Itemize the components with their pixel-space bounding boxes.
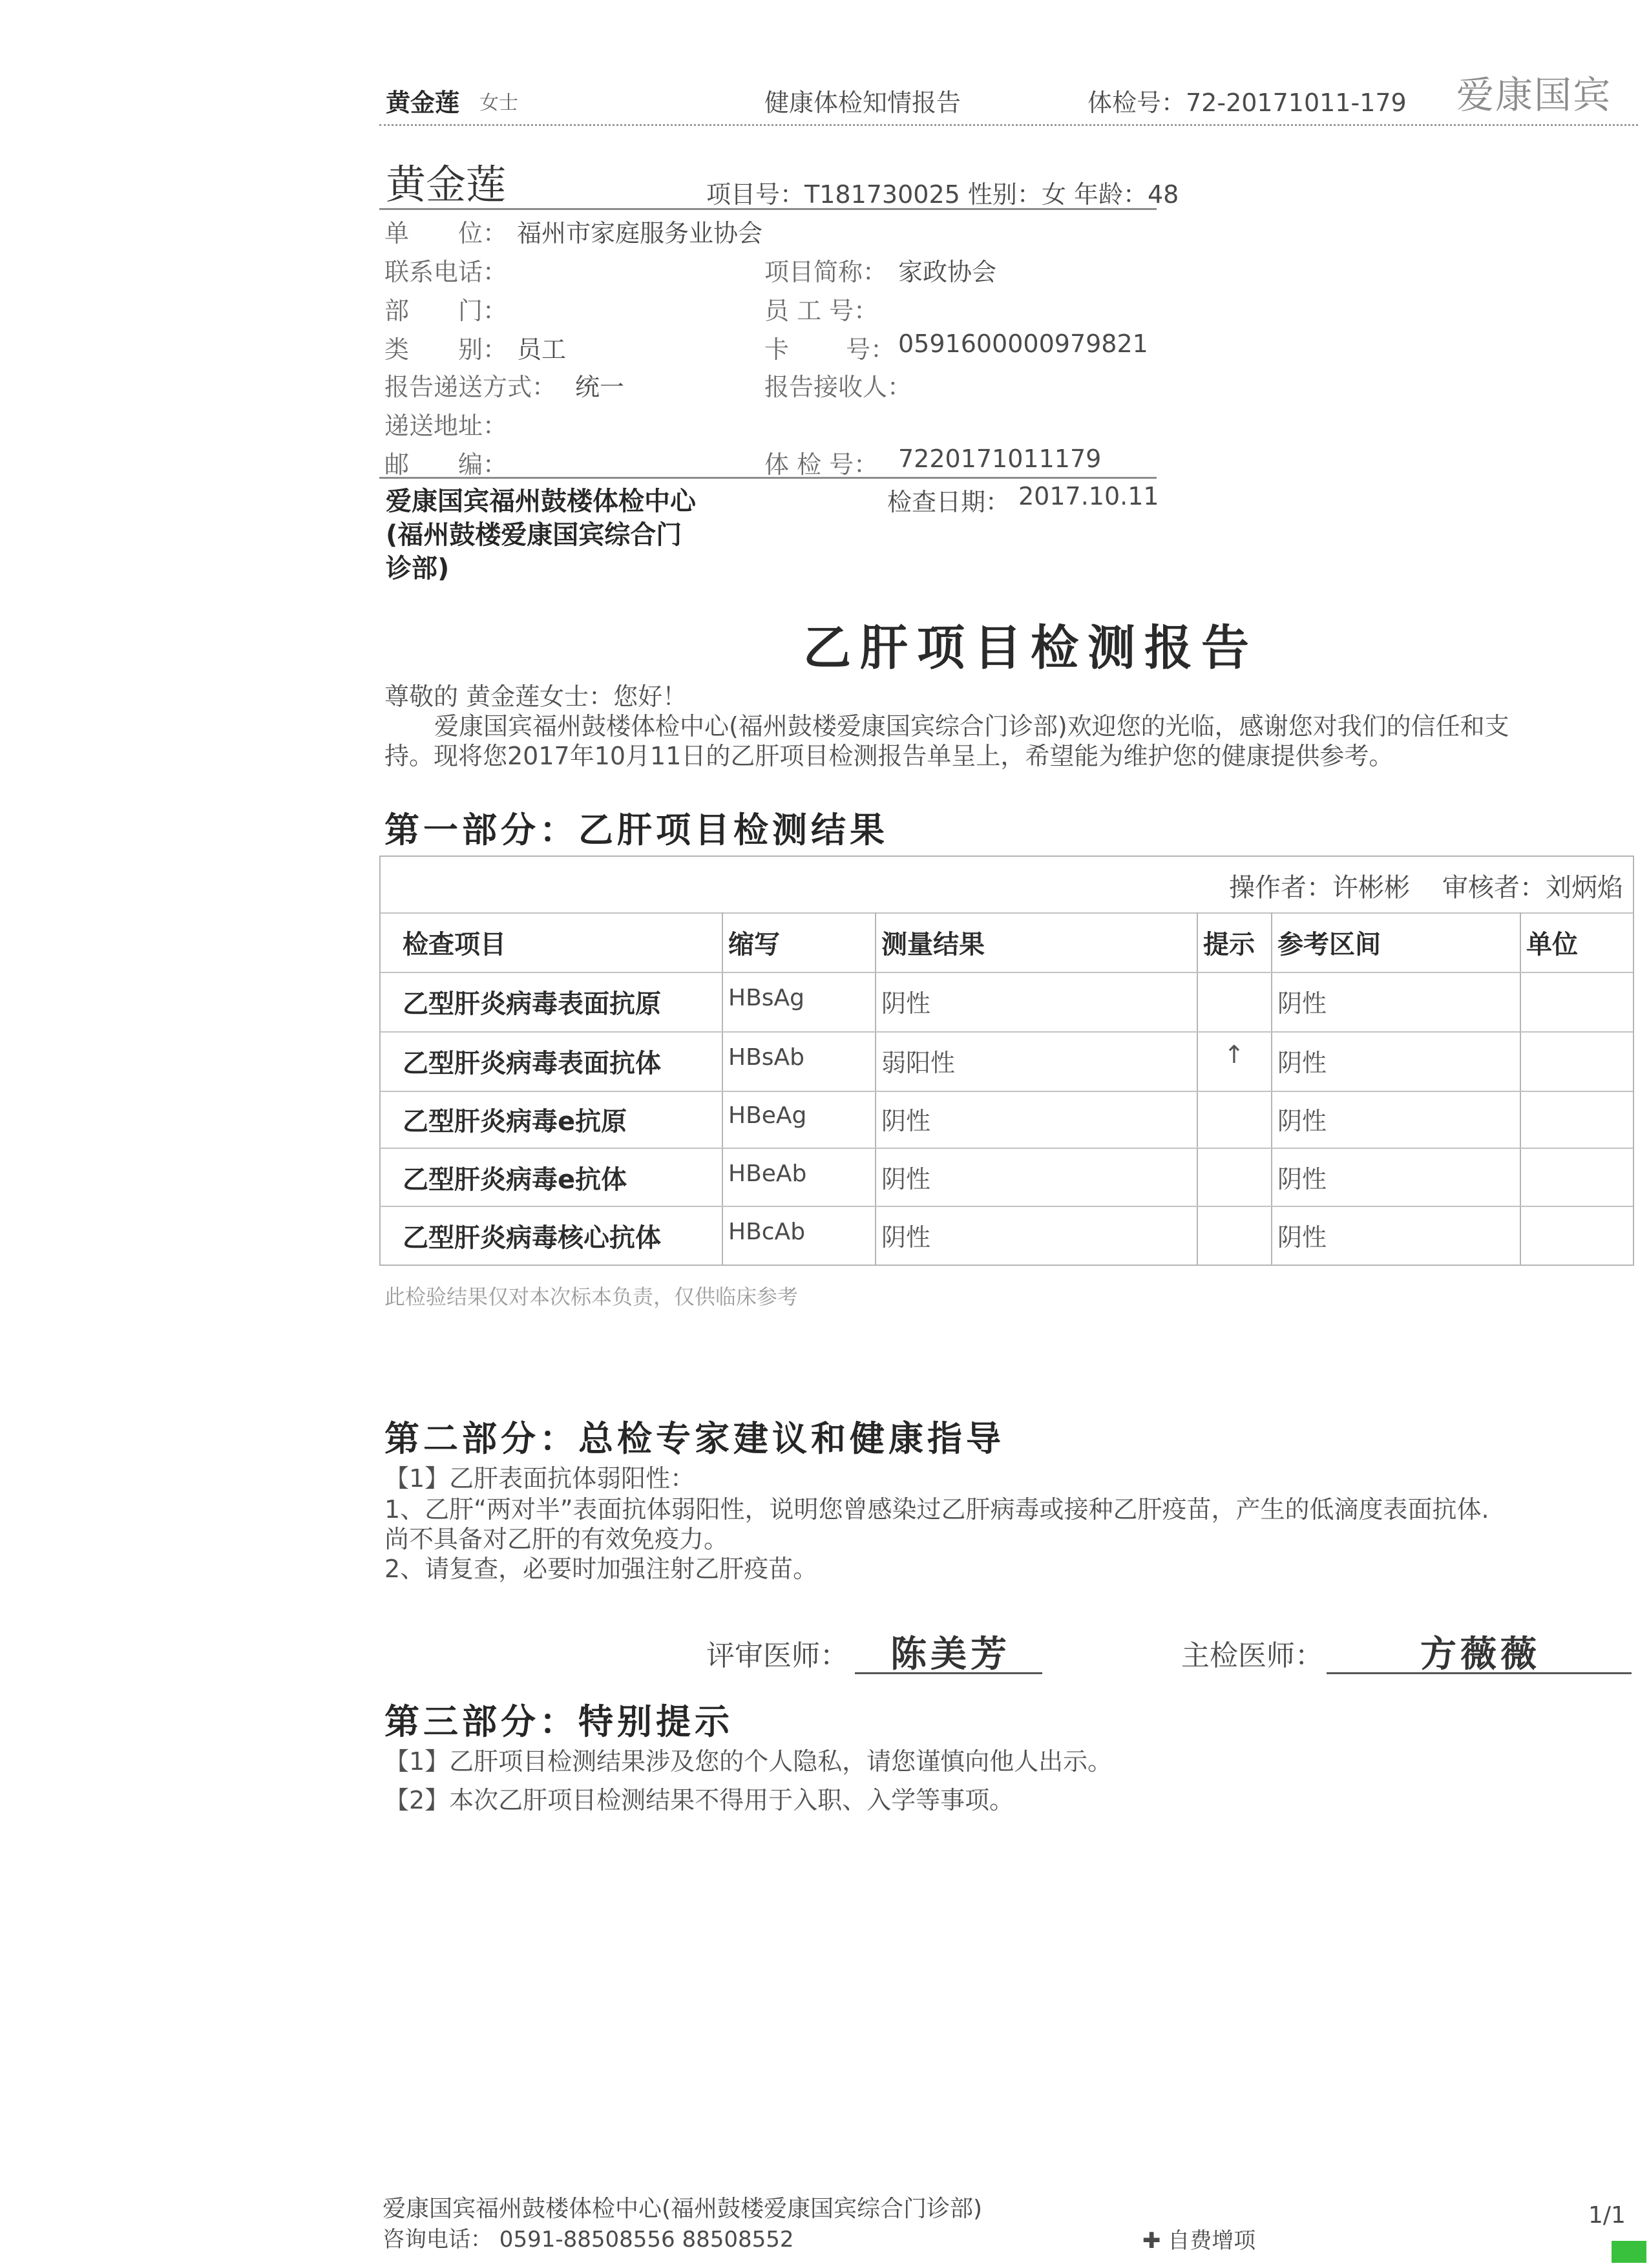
footer-phone: 咨询电话： 0591-88508556 88508552 <box>383 2227 794 2252</box>
table-row-divider <box>381 972 1633 973</box>
reviewer-doctor-label: 评审医师： <box>706 1639 848 1672</box>
col-header-item: 检查项目 <box>403 930 506 960</box>
center-name-line3: 诊部) <box>386 554 450 583</box>
delivery-label: 报告递送方式： <box>384 373 557 401</box>
notice-line1: 【1】乙肝项目检测结果涉及您的个人隐私，请您谨慎向他人出示。 <box>384 1747 1113 1776</box>
greeting-line3: 持。现将您2017年10月11日的乙肝项目检测报告单呈上，希望能为维护您的健康提供参考。 <box>384 742 1394 770</box>
row-result: 阴性 <box>881 989 931 1018</box>
advice-line1: 【1】乙肝表面抗体弱阳性： <box>384 1464 695 1493</box>
table-row-divider <box>381 1031 1633 1033</box>
exam-label: 体 检 号： <box>764 450 879 479</box>
row-ref: 阴性 <box>1277 1165 1327 1193</box>
header-patient-name: 黄金莲 <box>386 89 460 117</box>
post-label: 邮 编： <box>384 450 508 479</box>
row-result: 弱阳性 <box>881 1049 956 1077</box>
col-header-unit: 单位 <box>1526 930 1578 960</box>
advice-line2: 1、乙肝“两对半”表面抗体弱阳性，说明您曾感染过乙肝病毒或接种乙肝疫苗，产生的低滴度表面抗体. <box>384 1495 1489 1524</box>
row-item: 乙型肝炎病毒表面抗体 <box>403 1049 661 1078</box>
dept-label: 部 门： <box>384 297 508 325</box>
card-label: 卡 号： <box>764 335 896 364</box>
row-ref: 阴性 <box>1277 1107 1327 1135</box>
reviewer-doctor-signature: 陈美芳 <box>890 1633 1011 1675</box>
info-top-rule <box>379 208 1157 210</box>
card-value: 0591600000979821 <box>898 330 1148 358</box>
row-ref: 阴性 <box>1277 989 1327 1018</box>
brand-logo: 爱康国宾 <box>1456 73 1612 117</box>
notice-line2: 【2】本次乙肝项目检测结果不得用于入职、入学等事项。 <box>384 1786 1014 1814</box>
header-exam-no: 体检号：72-20171011-179 <box>1087 89 1407 117</box>
advice-line3: 尚不具备对乙肝的有效免疫力。 <box>384 1525 729 1553</box>
greeting-line1: 尊敬的 黄金莲女士：您好！ <box>384 682 688 711</box>
chief-doctor-label: 主检医师： <box>1181 1639 1323 1672</box>
row-hint-up-arrow-icon: ↑ <box>1224 1040 1245 1069</box>
header-divider <box>379 124 1638 126</box>
table-row-divider <box>381 1206 1633 1207</box>
abbr-label: 项目简称： <box>764 258 888 286</box>
date-label: 检查日期： <box>887 488 1011 516</box>
scan-marker <box>1612 2241 1646 2263</box>
date-value: 2017.10.11 <box>1018 482 1159 510</box>
unit-label: 单 位： <box>384 219 508 247</box>
exam-value: 7220171011179 <box>898 445 1102 473</box>
row-item: 乙型肝炎病毒核心抗体 <box>403 1223 661 1253</box>
center-name-line1: 爱康国宾福州鼓楼体检中心 <box>386 487 696 516</box>
patient-name: 黄金莲 <box>386 161 507 208</box>
category-value: 员工 <box>517 335 567 364</box>
header-report-kind: 健康体检知情报告 <box>764 89 961 117</box>
row-item: 乙型肝炎病毒e抗体 <box>403 1165 627 1195</box>
row-abbr: HBcAb <box>728 1219 806 1245</box>
greeting-line2: 爱康国宾福州鼓楼体检中心(福州鼓楼爱康国宾综合门诊部)欢迎您的光临，感谢您对我们的信任和支 <box>434 712 1509 740</box>
project-line: 项目号：T181730025 性别：女 年龄：48 <box>706 180 1179 209</box>
row-result: 阴性 <box>881 1223 931 1252</box>
column-divider <box>1271 912 1272 1265</box>
column-divider <box>875 912 876 1265</box>
col-header-hint: 提示 <box>1203 930 1255 960</box>
report-title: 乙肝项目检测报告 <box>803 620 1258 676</box>
page-number: 1/1 <box>1588 2202 1626 2229</box>
row-ref: 阴性 <box>1277 1223 1327 1252</box>
delivery-value: 统一 <box>575 373 625 401</box>
row-abbr: HBeAb <box>728 1160 807 1187</box>
results-table <box>379 856 1634 1266</box>
col-header-abbr: 缩写 <box>728 930 780 960</box>
reviewer: 审核者：刘炳焰 <box>1442 873 1623 903</box>
phone-label: 联系电话： <box>384 258 508 286</box>
row-ref: 阴性 <box>1277 1049 1327 1077</box>
table-row-divider <box>381 912 1633 914</box>
col-header-result: 测量结果 <box>881 930 985 960</box>
unit-value: 福州市家庭服务业协会 <box>517 219 763 247</box>
address-label: 递送地址： <box>384 412 508 440</box>
col-header-ref: 参考区间 <box>1277 930 1381 960</box>
category-label: 类 别： <box>384 335 508 364</box>
table-row-divider <box>381 1148 1633 1149</box>
chief-doctor-signature: 方薇薇 <box>1420 1633 1540 1675</box>
staff-label: 员 工 号： <box>764 297 879 325</box>
row-result: 阴性 <box>881 1165 931 1193</box>
row-item: 乙型肝炎病毒表面抗原 <box>403 989 661 1019</box>
row-item: 乙型肝炎病毒e抗原 <box>403 1107 627 1137</box>
receiver-label: 报告接收人： <box>764 373 912 401</box>
reviewer-signature-line <box>855 1672 1042 1674</box>
center-name-line2: (福州鼓楼爱康国宾综合门 <box>386 520 682 550</box>
column-divider <box>722 912 723 1265</box>
section2-title: 第二部分：总检专家建议和健康指导 <box>384 1418 1005 1459</box>
section1-title: 第一部分：乙肝项目检测结果 <box>384 809 888 850</box>
table-row-divider <box>381 1091 1633 1092</box>
footer-self-pay: ✚ 自费增项 <box>1142 2228 1256 2254</box>
abbr-value: 家政协会 <box>898 258 997 286</box>
row-result: 阴性 <box>881 1107 931 1135</box>
column-divider <box>1520 912 1521 1265</box>
row-abbr: HBeAg <box>728 1102 807 1129</box>
row-abbr: HBsAg <box>728 985 805 1011</box>
info-bottom-rule <box>379 477 1157 479</box>
row-abbr: HBsAb <box>728 1044 805 1071</box>
header-salutation: 女士 <box>479 92 518 114</box>
advice-line4: 2、请复查，必要时加强注射乙肝疫苗。 <box>384 1555 818 1583</box>
footer-center-name: 爱康国宾福州鼓楼体检中心(福州鼓楼爱康国宾综合门诊部) <box>383 2196 983 2222</box>
operator: 操作者：许彬彬 <box>1229 873 1410 903</box>
table-note: 此检验结果仅对本次标本负责，仅供临床参考 <box>384 1285 799 1309</box>
section3-title: 第三部分：特别提示 <box>384 1701 733 1742</box>
column-divider <box>1197 912 1198 1265</box>
chief-signature-line <box>1327 1672 1632 1674</box>
